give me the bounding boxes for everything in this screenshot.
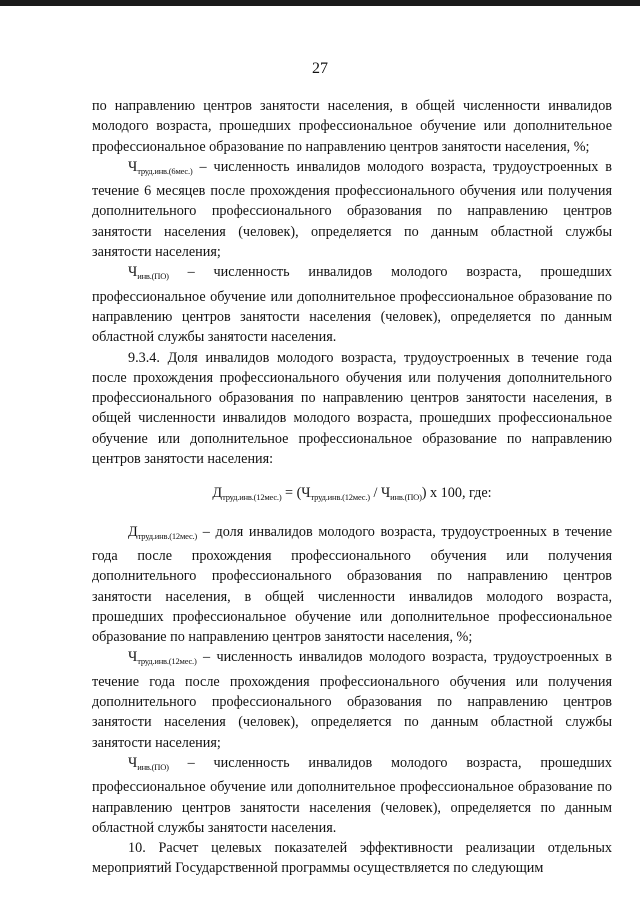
document-body [92,96,612,879]
definition-text: – численность инвалидов молодого возраста, трудоустроенных в течение года после прохождения профессионального обучения или получения дополнительного профессионального образования по направлению центров занятости населения (человек), определяется по данным областной службы занятости населения; [92,649,612,751]
definition-share-employed-12-months [92,522,612,648]
formula-share-employed-12-months [92,483,612,507]
definition-employed-6-months [92,157,612,262]
definition-trained-disabled [92,262,612,347]
definition-text: – численность инвалидов молодого возраста, прошедших профессиональное обучение или дополнительное профессиональное образование по направлению центров занятости населения (человек), определяется по данным областной службы занятости населения. [92,264,612,346]
formula-equals: = (Ч [281,485,311,502]
section-9-3-4: 9.3.4. Доля инвалидов молодого возраста, трудоустроенных в течение года после прохождения профессионального обучения или получения дополнительного профессионального образования по направлению центров занятости населения, в общей численности инвалидов молодого возраста, прошедших профессиональное обучение или дополнительное профессиональное образование по направлению центров занятости населения: [92,349,612,468]
page-number: 27 [312,60,328,77]
definition-employed-12-months [92,647,612,752]
formula-numerator-subscript: труд.инв.(12мес.) [310,492,370,503]
symbol: Ч [128,264,138,281]
formula-lhs-subscript: труд.инв.(12мес.) [222,492,282,503]
formula-lhs: Д [212,485,223,502]
symbol: Ч [128,158,138,175]
definition-text: – численность инвалидов молодого возраста, трудоустроенных в течение 6 месяцев после прохождения профессионального обучения или получения дополнительного профессионального образования по направлению центров занятости населения (человек), определяется по данным областной службы занятости населения; [92,158,612,261]
section-10: 10. Расчет целевых показателей эффективности реализации отдельных мероприятий Государственной программы осуществляется по следующим [92,840,612,877]
symbol-subscript: труд.инв.(12мес.) [137,656,197,667]
definition-text: – доля инвалидов молодого возраста, трудоустроенных в течение года после прохождения профессионального обучения или получения дополнительного профессионального образования по направлению центров занятости населения, в общей численности инвалидов молодого возраста, прошедших профессиональное обучение или дополнительное профессиональное образование по направлению центров занятости населения, %; [92,523,612,646]
scan-top-border [0,0,640,6]
symbol-subscript: труд.инв.(12мес.) [137,530,198,541]
symbol: Ч [128,649,138,666]
symbol-subscript: труд.инв.(6мес.) [137,165,193,176]
formula-denominator-subscript: инв.(ПО) [390,492,422,503]
paragraph-continuation: по направлению центров занятости населения, в общей численности инвалидов молодого возраста, прошедших профессиональное обучение или дополнительное профессиональное образование по направлению центров занятости населения, %; [92,98,612,155]
symbol: Ч [128,754,138,771]
symbol-subscript: инв.(ПО) [137,761,169,772]
formula-divide: / Ч [369,485,391,502]
definition-trained-disabled-2 [92,753,612,838]
symbol-subscript: инв.(ПО) [137,271,169,282]
symbol: Д [128,523,138,540]
definition-text: – численность инвалидов молодого возраста, прошедших профессиональное обучение или дополнительное профессиональное образование по направлению центров занятости населения (человек), определяется по данным областной службы занятости населения. [92,754,612,836]
formula-tail: ) х 100, где: [421,485,492,502]
